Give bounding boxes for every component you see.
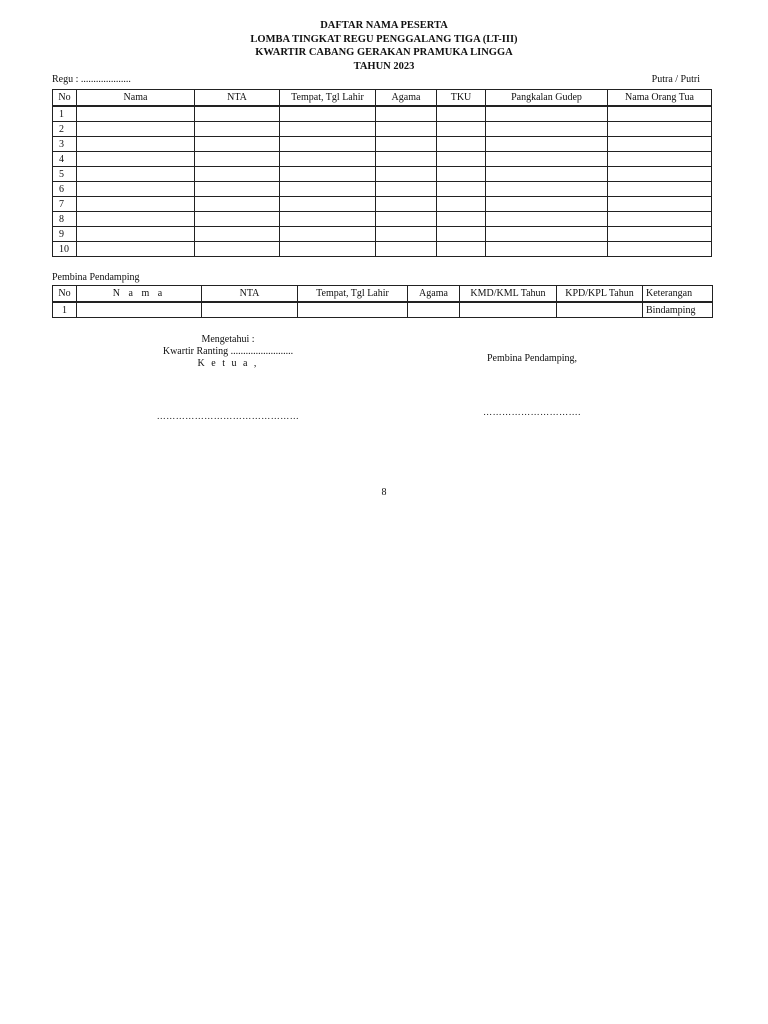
pembina-pendamping-label: Pembina Pendamping,: [487, 353, 577, 364]
participant-row: [53, 212, 712, 227]
empty-cell: [280, 242, 376, 257]
empty-cell: [608, 197, 712, 212]
empty-cell: [376, 152, 437, 167]
participant-row: [53, 152, 712, 167]
participant-row: [53, 182, 712, 197]
empty-cell: [298, 302, 408, 318]
empty-cell: [280, 227, 376, 242]
empty-cell: [608, 227, 712, 242]
empty-cell: [608, 182, 712, 197]
empty-cell: [608, 242, 712, 257]
row-number: 6: [53, 182, 77, 197]
regu-label: Regu : ....................: [52, 74, 131, 85]
empty-cell: [437, 137, 486, 152]
empty-cell: [486, 106, 608, 122]
header-cell: Agama: [376, 90, 437, 107]
empty-cell: [486, 137, 608, 152]
empty-cell: [376, 167, 437, 182]
empty-cell: [195, 122, 280, 137]
header-cell: Nama Orang Tua: [608, 90, 712, 107]
row-number: 8: [53, 212, 77, 227]
empty-cell: [280, 182, 376, 197]
empty-cell: [376, 106, 437, 122]
empty-cell: [376, 212, 437, 227]
header-cell: N a m a: [77, 286, 202, 303]
empty-cell: [77, 122, 195, 137]
signature-block-ketua: [150, 334, 306, 422]
pembina-section-label: Pembina Pendamping: [52, 272, 140, 283]
header-cell: Tempat, Tgl Lahir: [298, 286, 408, 303]
empty-cell: [437, 197, 486, 212]
empty-cell: [437, 242, 486, 257]
row-number: 10: [53, 242, 77, 257]
empty-cell: [376, 197, 437, 212]
row-number: 3: [53, 137, 77, 152]
empty-cell: [437, 152, 486, 167]
empty-cell: [437, 227, 486, 242]
participant-row: [53, 197, 712, 212]
header-cell: Nama: [77, 90, 195, 107]
empty-cell: [486, 242, 608, 257]
empty-cell: [376, 242, 437, 257]
empty-cell: [460, 302, 557, 318]
empty-cell: [202, 302, 298, 318]
empty-cell: [437, 212, 486, 227]
mengetahui-label: Mengetahui :: [201, 334, 255, 345]
empty-cell: [486, 182, 608, 197]
empty-cell: [557, 302, 643, 318]
page-number: 8: [381, 487, 387, 498]
empty-cell: [437, 106, 486, 122]
empty-cell: [195, 197, 280, 212]
empty-cell: [486, 212, 608, 227]
empty-cell: [77, 182, 195, 197]
title-line-2: LOMBA TINGKAT REGU PENGGALANG TIGA (LT-III): [250, 33, 518, 45]
header-cell: Tempat, Tgl Lahir: [280, 90, 376, 107]
empty-cell: [280, 167, 376, 182]
empty-cell: [77, 302, 202, 318]
empty-cell: [280, 122, 376, 137]
empty-cell: [77, 242, 195, 257]
signature-line-ketua: ………………………………………: [156, 411, 300, 421]
participant-row: [53, 242, 712, 257]
empty-cell: [195, 227, 280, 242]
empty-cell: [77, 227, 195, 242]
row-number: 4: [53, 152, 77, 167]
kwartir-ranting-label: Kwartir Ranting .........................: [162, 346, 294, 357]
empty-cell: [608, 212, 712, 227]
row-number: 1: [53, 302, 77, 318]
empty-cell: [608, 106, 712, 122]
empty-cell: [280, 137, 376, 152]
empty-cell: [486, 227, 608, 242]
header-cell: TKU: [437, 90, 486, 107]
header-cell: NTA: [195, 90, 280, 107]
header-cell: No: [53, 286, 77, 303]
ketua-label: K e t u a ,: [197, 358, 259, 369]
empty-cell: [486, 122, 608, 137]
empty-cell: [437, 182, 486, 197]
participant-row: [53, 122, 712, 137]
empty-cell: [195, 182, 280, 197]
empty-cell: [195, 167, 280, 182]
empty-cell: [77, 197, 195, 212]
header-cell: Agama: [408, 286, 460, 303]
empty-cell: [77, 167, 195, 182]
empty-cell: [280, 212, 376, 227]
title-line-3: KWARTIR CABANG GERAKAN PRAMUKA LINGGA: [255, 47, 513, 58]
empty-cell: [437, 122, 486, 137]
row-number: 2: [53, 122, 77, 137]
signature-line-pembina: ………………………….: [483, 407, 581, 417]
empty-cell: [486, 152, 608, 167]
keterangan-cell: Bindamping: [643, 302, 713, 318]
putra-putri-label: Putra / Putri: [651, 74, 700, 85]
participant-row: [53, 167, 712, 182]
pembina-table: [52, 285, 713, 318]
empty-cell: [376, 182, 437, 197]
empty-cell: [77, 152, 195, 167]
row-number: 1: [53, 106, 77, 122]
empty-cell: [280, 106, 376, 122]
pembina-header-row: [53, 286, 713, 303]
title-line-4: TAHUN 2023: [353, 60, 415, 72]
pembina-row: [53, 302, 713, 318]
participants-table: [52, 89, 712, 257]
header-cell: KPD/KPL Tahun: [557, 286, 643, 303]
participant-row: [53, 227, 712, 242]
empty-cell: [608, 137, 712, 152]
participants-header-row: [53, 90, 712, 107]
empty-cell: [608, 122, 712, 137]
empty-cell: [408, 302, 460, 318]
empty-cell: [608, 152, 712, 167]
empty-cell: [195, 242, 280, 257]
row-number: 7: [53, 197, 77, 212]
row-number: 9: [53, 227, 77, 242]
header-cell: NTA: [202, 286, 298, 303]
empty-cell: [376, 227, 437, 242]
empty-cell: [486, 167, 608, 182]
header-cell: Pangkalan Gudep: [486, 90, 608, 107]
header-cell: No: [53, 90, 77, 107]
empty-cell: [280, 197, 376, 212]
empty-cell: [376, 137, 437, 152]
empty-cell: [195, 212, 280, 227]
header-cell: KMD/KML Tahun: [460, 286, 557, 303]
empty-cell: [376, 122, 437, 137]
participant-row: [53, 137, 712, 152]
empty-cell: [77, 106, 195, 122]
empty-cell: [608, 167, 712, 182]
header-cell: Keterangan: [643, 286, 713, 303]
empty-cell: [280, 152, 376, 167]
document-title: [0, 19, 768, 73]
empty-cell: [195, 106, 280, 122]
empty-cell: [195, 152, 280, 167]
empty-cell: [77, 212, 195, 227]
row-number: 5: [53, 167, 77, 182]
empty-cell: [437, 167, 486, 182]
title-line-1: DAFTAR NAMA PESERTA: [320, 20, 448, 31]
empty-cell: [486, 197, 608, 212]
participant-row: [53, 106, 712, 122]
empty-cell: [77, 137, 195, 152]
empty-cell: [195, 137, 280, 152]
signature-block-pembina: [470, 353, 594, 417]
